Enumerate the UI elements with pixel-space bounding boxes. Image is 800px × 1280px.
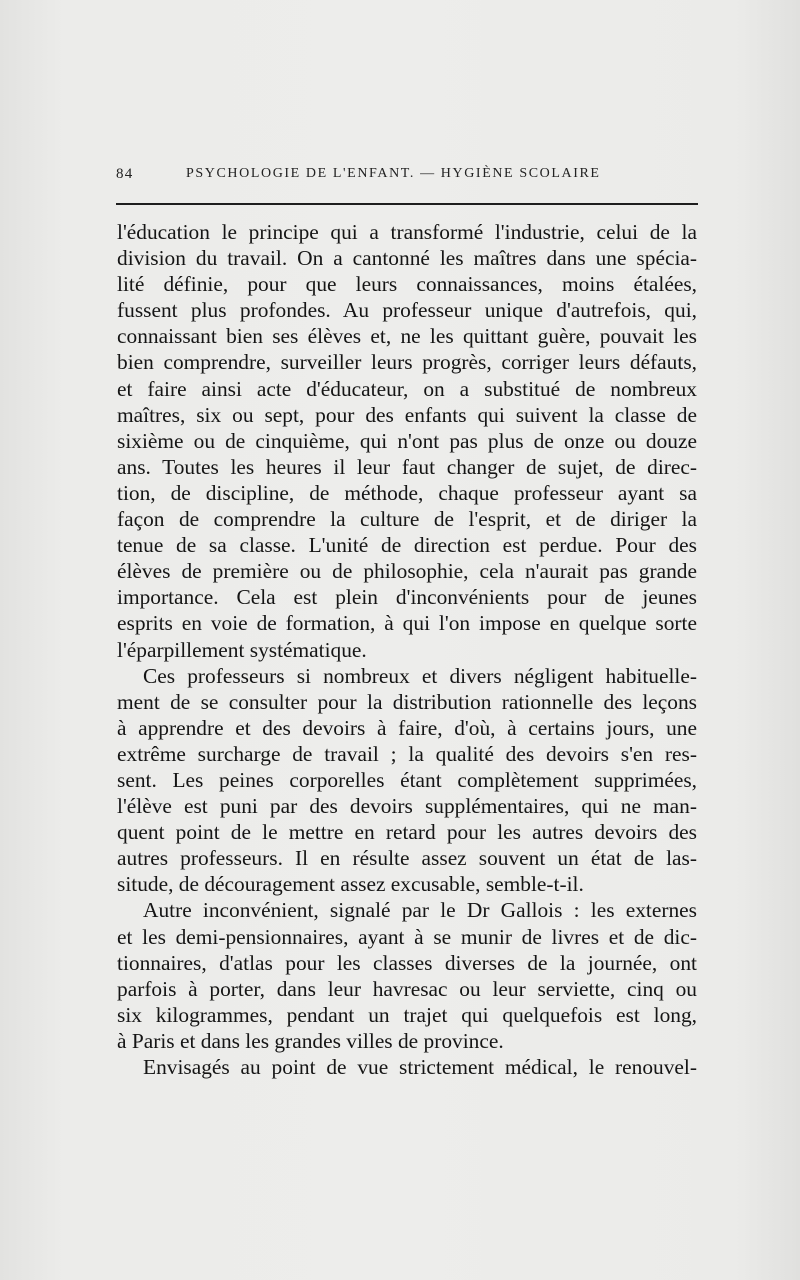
body-text bbox=[117, 219, 697, 1080]
text-line: lité définie, pour que leurs connaissances, moins étalées, bbox=[117, 272, 697, 297]
text-line: ans. Toutes les heures il leur faut changer de sujet, de direc- bbox=[117, 454, 697, 479]
text-line: tion, de discipline, de méthode, chaque professeur ayant sa bbox=[117, 480, 697, 505]
text-line: à Paris et dans les grandes villes de province. bbox=[117, 1028, 504, 1053]
text-line: et les demi-pensionnaires, ayant à se munir de livres et de dic- bbox=[117, 924, 697, 949]
text-line: tenue de sa classe. L'unité de direction est perdue. Pour des bbox=[117, 533, 697, 558]
text-line: sixième ou de cinquième, qui n'ont pas plus de onze ou douze bbox=[117, 428, 697, 453]
text-line: à apprendre et des devoirs à faire, d'où, à certains jours, une bbox=[117, 715, 697, 740]
text-line: Autre inconvénient, signalé par le Dr Gallois : les externes bbox=[143, 898, 697, 923]
text-line: Envisagés au point de vue strictement médical, le renouvel- bbox=[143, 1055, 697, 1079]
text-line: et faire ainsi acte d'éducateur, on a substitué de nombreux bbox=[117, 376, 697, 401]
running-title: PSYCHOLOGIE DE L'ENFANT. — HYGIÈNE SCOLAIRE bbox=[186, 166, 601, 181]
text-line: esprits en voie de formation, à qui l'on impose en quelque sorte bbox=[117, 611, 697, 636]
text-line: Ces professeurs si nombreux et divers négligent habituelle- bbox=[143, 663, 697, 688]
text-line: élèves de première ou de philosophie, cela n'aurait pas grande bbox=[117, 559, 697, 584]
text-line: tionnaires, d'atlas pour les classes diverses de la journée, ont bbox=[117, 950, 697, 975]
text-line: importance. Cela est plein d'inconvénients pour de jeunes bbox=[117, 585, 697, 610]
text-line: parfois à porter, dans leur havresac ou leur serviette, cinq ou bbox=[117, 976, 697, 1001]
text-line: autres professeurs. Il en résulte assez souvent un état de las- bbox=[117, 846, 697, 871]
text-line: division du travail. On a cantonné les maîtres dans une spécia- bbox=[117, 246, 697, 271]
page-header bbox=[116, 166, 696, 190]
text-line: quent point de le mettre en retard pour les autres devoirs des bbox=[117, 820, 697, 845]
text-line: extrême surcharge de travail ; la qualité des devoirs s'en res- bbox=[117, 741, 697, 766]
text-line: ment de se consulter pour la distribution rationnelle des leçons bbox=[117, 689, 697, 714]
text-line: maîtres, six ou sept, pour des enfants qui suivent la classe de bbox=[117, 402, 697, 427]
text-line: situde, de découragement assez excusable, semble-t-il. bbox=[117, 872, 584, 897]
text-line: sent. Les peines corporelles étant complètement supprimées, bbox=[117, 767, 697, 792]
text-line: bien comprendre, surveiller leurs progrès, corriger leurs défauts, bbox=[117, 350, 697, 375]
text-line: façon de comprendre la culture de l'esprit, et de diriger la bbox=[117, 507, 697, 532]
text-line: fussent plus profondes. Au professeur unique d'autrefois, qui, bbox=[117, 298, 697, 323]
header-rule bbox=[116, 203, 698, 205]
text-line: l'élève est puni par des devoirs supplémentaires, qui ne man- bbox=[117, 794, 697, 819]
text-line: six kilogrammes, pendant un trajet qui quelquefois est long, bbox=[117, 1002, 697, 1027]
text-line: connaissant bien ses élèves et, ne les quittant guère, pouvait les bbox=[117, 324, 697, 349]
text-line: l'éparpillement systématique. bbox=[117, 637, 367, 662]
page-number: 84 bbox=[116, 166, 134, 182]
text-line: l'éducation le principe qui a transformé l'industrie, celui de la bbox=[117, 220, 697, 244]
